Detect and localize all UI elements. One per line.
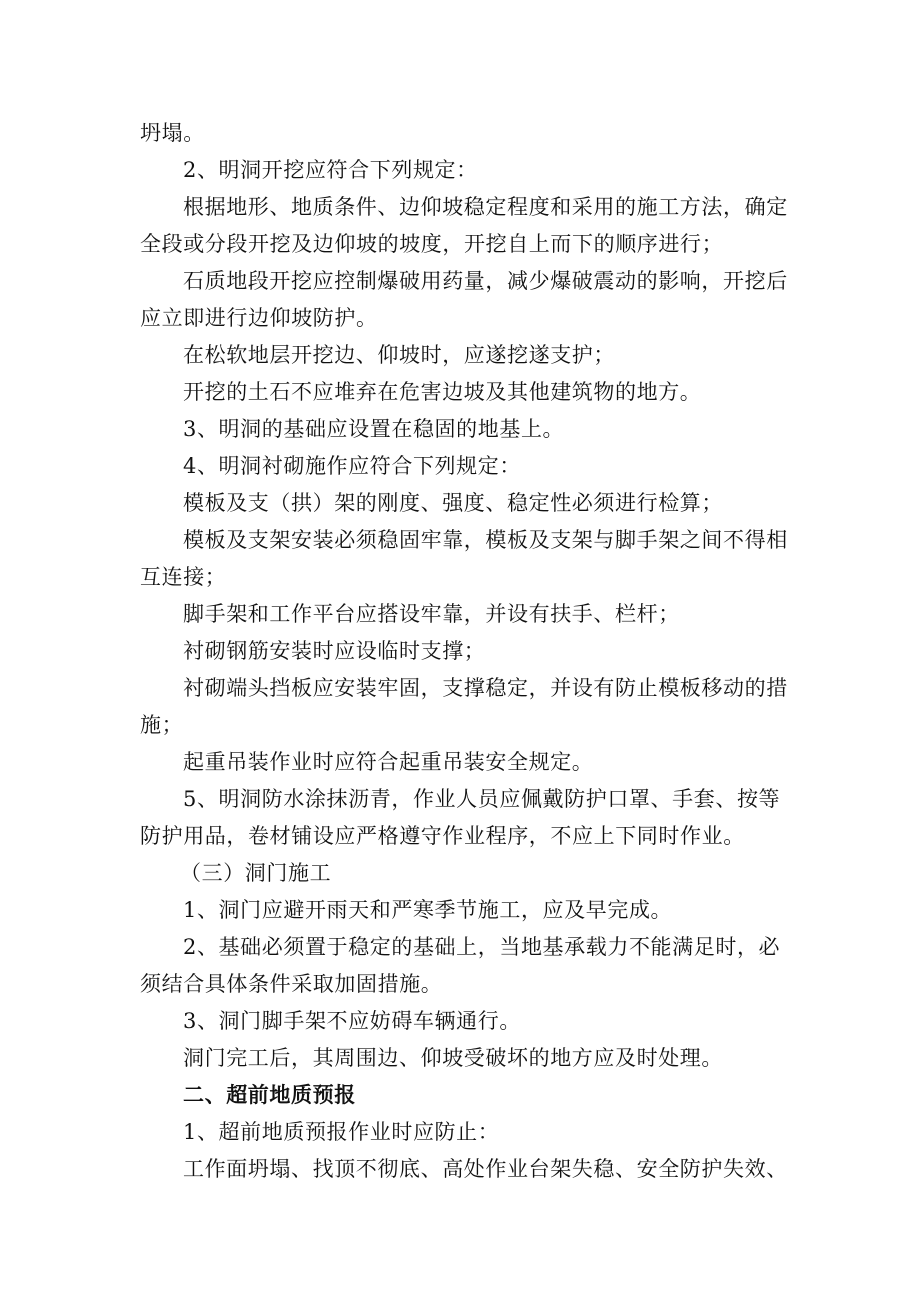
text-line: 3、洞门脚手架不应妨碍车辆通行。 [183, 1009, 521, 1033]
text-line: 2、基础必须置于稳定的基础上，当地基承载力不能满足时，必 [183, 935, 781, 959]
text-line: 3、明洞的基础应设置在稳固的地基上。 [183, 417, 565, 441]
section-heading: （三）洞门施工 [180, 861, 332, 885]
text-line: 1、洞门应避开雨天和严寒季节施工，应及早完成。 [183, 898, 673, 922]
text-line: 2、明洞开挖应符合下列规定： [183, 158, 478, 182]
text-line: 在松软地层开挖边、仰坡时，应遂挖遂支护； [183, 343, 615, 367]
text-line: 全段或分段开挖及边仰坡的坡度，开挖自上而下的顺序进行； [140, 232, 724, 256]
text-line: 根据地形、地质条件、边仰坡稳定程度和采用的施工方法，确定 [183, 195, 788, 219]
text-line: 防护用品，卷材铺设应严格遵守作业程序，不应上下同时作业。 [140, 824, 745, 848]
text-line: 4、明洞衬砌施作应符合下列规定： [183, 454, 521, 478]
text-line: 开挖的土石不应堆弃在危害边坡及其他建筑物的地方。 [183, 380, 702, 404]
text-line: 施； [140, 713, 184, 737]
text-line: 洞门完工后，其周围边、仰坡受破坏的地方应及时处理。 [183, 1046, 723, 1070]
text-line: 衬砌端头挡板应安装牢固，支撑稳定，并设有防止模板移动的措 [183, 676, 788, 700]
text-line: 互连接； [140, 565, 227, 589]
text-line: 衬砌钢筋安装时应设临时支撑； [183, 639, 486, 663]
text-line: 坍塌。 [140, 121, 205, 145]
text-line: 须结合具体条件采取加固措施。 [140, 972, 443, 996]
text-line: 模板及支架安装必须稳固牢靠，模板及支架与脚手架之间不得相 [183, 528, 788, 552]
chapter-heading: 二、超前地质预报 [183, 1082, 356, 1107]
text-line: 模板及支（拱）架的刚度、强度、稳定性必须进行检算； [183, 491, 723, 515]
text-line: 应立即进行边仰坡防护。 [140, 306, 378, 330]
text-line: 脚手架和工作平台应搭设牢靠，并设有扶手、栏杆； [183, 602, 680, 626]
text-line: 1、超前地质预报作业时应防止： [183, 1120, 500, 1144]
text-line: 起重吊装作业时应符合起重吊装安全规定。 [183, 750, 594, 774]
text-line: 5、明洞防水涂抹沥青，作业人员应佩戴防护口罩、手套、按等 [183, 787, 781, 811]
text-line: 石质地段开挖应控制爆破用药量，减少爆破震动的影响，开挖后 [183, 269, 788, 293]
text-line: 工作面坍塌、找顶不彻底、高处作业台架失稳、安全防护失效、 [183, 1157, 788, 1181]
